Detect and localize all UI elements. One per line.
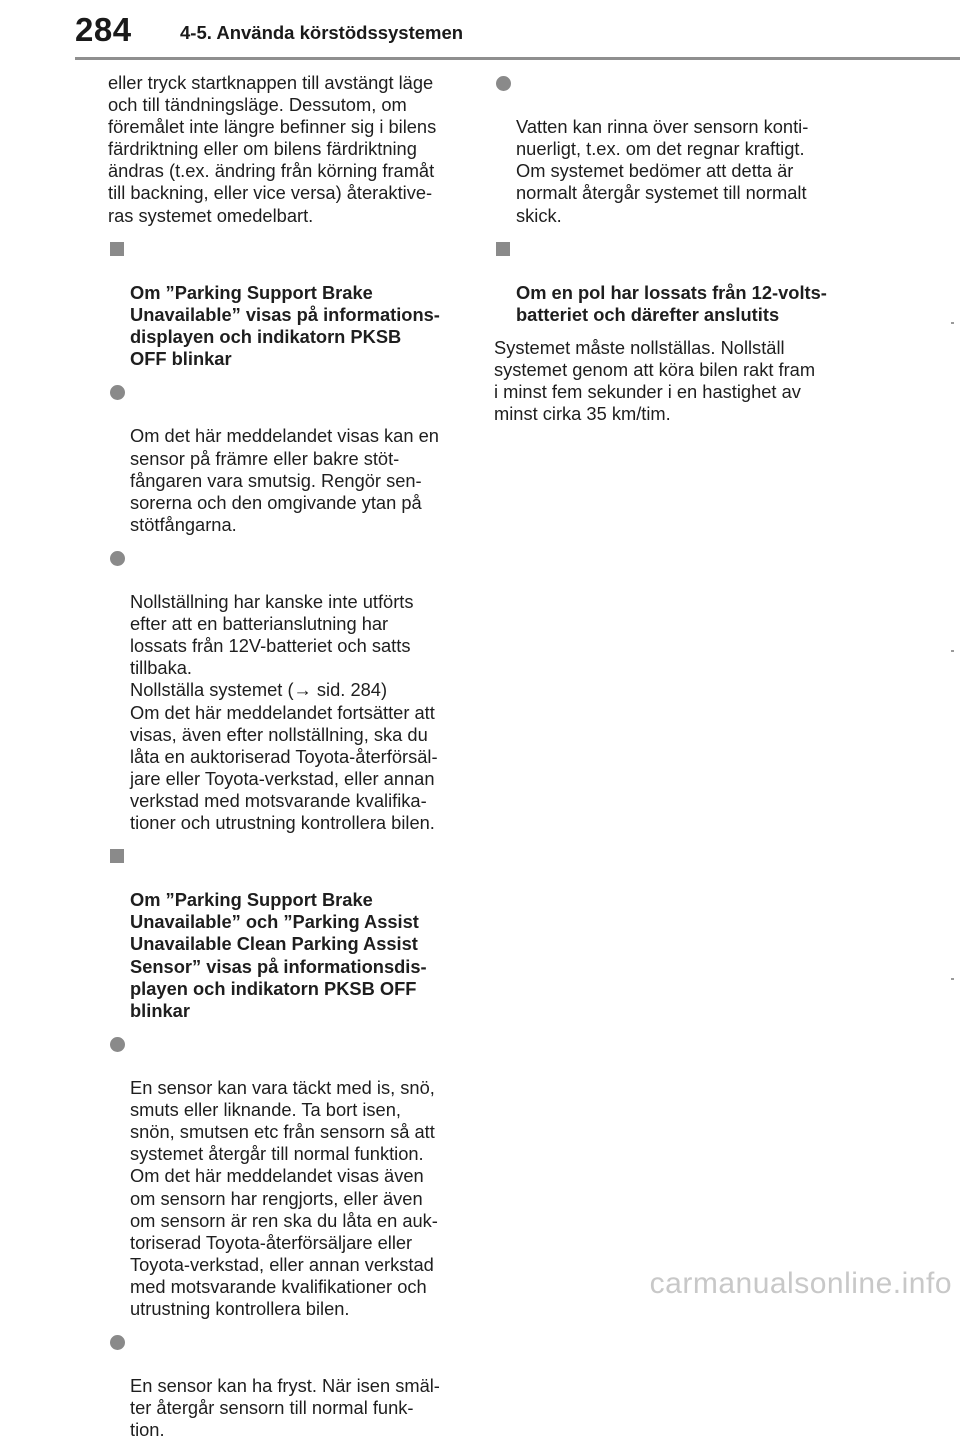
section-title: 4-5. Använda körstödssystemen: [180, 22, 464, 43]
bullet-item: [108, 1033, 468, 1320]
intro-paragraph: eller tryck startknappen till avstängt läge och till tändningsläge. Dessutom, om föremålet inte längre befinner sig i bilens färdriktning eller om bilens färdriktning ändras (t.ex. ändring från körning framåt till backning, eller vice versa) återaktive- ras systemet omedelbart.: [108, 72, 437, 226]
margin-tick: [951, 978, 954, 980]
section-heading: [108, 845, 468, 1022]
header-divider: [75, 57, 960, 60]
page-header: [0, 0, 960, 62]
square-bullet-icon: [110, 849, 124, 863]
bullet-item: [108, 547, 468, 834]
right-column: [494, 72, 854, 436]
body-paragraph: Systemet måste nollställas. Nollställ systemet genom att köra bilen rakt fram i minst fem sekunder i en hastighet av minst cirka 35 km/tim.: [494, 337, 816, 425]
bullet-text: Vatten kan rinna över sensorn konti- nuerligt, t.ex. om det regnar kraftigt. Om systemet bedömer att detta är normalt återgår systemet till normalt skick.: [516, 116, 809, 226]
page-number: 284: [75, 11, 132, 48]
square-bullet-icon: [110, 242, 124, 256]
bullet-text: Nollställning har kanske inte utförts efter att en batterianslutning har lossats från 12V-batteriet och satts tillbaka. Nollställa systemet (→ sid. 284) Om det här meddelandet fortsätter att visas, även efter nollställning, ska du låta en auktoriserad Toyota-återförsäl- jare eller Toyota-verkstad, eller annan verkstad med motsvarande kvalifika- tioner och utrustning kontrollera bilen.: [130, 591, 438, 833]
bullet-item: [108, 1331, 468, 1441]
bullet-text: Om det här meddelandet visas kan en sensor på främre eller bakre stöt- fångaren vara smutsig. Rengör sen- sorerna och den omgivande ytan på stötfångarna.: [130, 425, 439, 535]
section-heading-text: Om en pol har lossats från 12-volts- batteriet och därefter anslutits: [516, 281, 827, 325]
bullet-text: En sensor kan vara täckt med is, snö, smuts eller liknande. Ta bort isen, snön, smutsen etc från sensorn så att systemet återgår till normal funktion. Om det här meddelandet visas även om sensorn har rengjorts, eller även om sensorn är ren ska du låta en auk- toriserad Toyota-återförsäljare eller Toyota-verkstad, eller annan verkstad med motsvarande kvalifikationer och utrustning kontrollera bilen.: [130, 1077, 438, 1319]
margin-tick: [951, 322, 954, 324]
section-heading: [108, 238, 468, 371]
circle-bullet-icon: [496, 76, 511, 91]
bullet-item: [108, 381, 468, 536]
circle-bullet-icon: [110, 1335, 125, 1350]
section-heading-text: Om ”Parking Support Brake Unavailable” och ”Parking Assist Unavailable Clean Parking Assist Sensor” visas på informationsdis- playen och indikatorn PKSB OFF blinkar: [130, 889, 427, 1021]
square-bullet-icon: [496, 242, 510, 256]
circle-bullet-icon: [110, 385, 125, 400]
watermark-logo: carmanualsonline.info: [649, 1267, 952, 1300]
circle-bullet-icon: [110, 1037, 125, 1052]
margin-tick: [951, 650, 954, 652]
bullet-text: En sensor kan ha fryst. När isen smäl- ter återgår sensorn till normal funk- tion.: [130, 1375, 440, 1441]
left-column: [108, 72, 468, 1453]
circle-bullet-icon: [110, 551, 125, 566]
bullet-item: [494, 72, 854, 227]
section-heading: [494, 238, 854, 326]
section-heading-text: Om ”Parking Support Brake Unavailable” visas på informations- displayen och indikatorn PKSB OFF blinkar: [130, 281, 440, 370]
